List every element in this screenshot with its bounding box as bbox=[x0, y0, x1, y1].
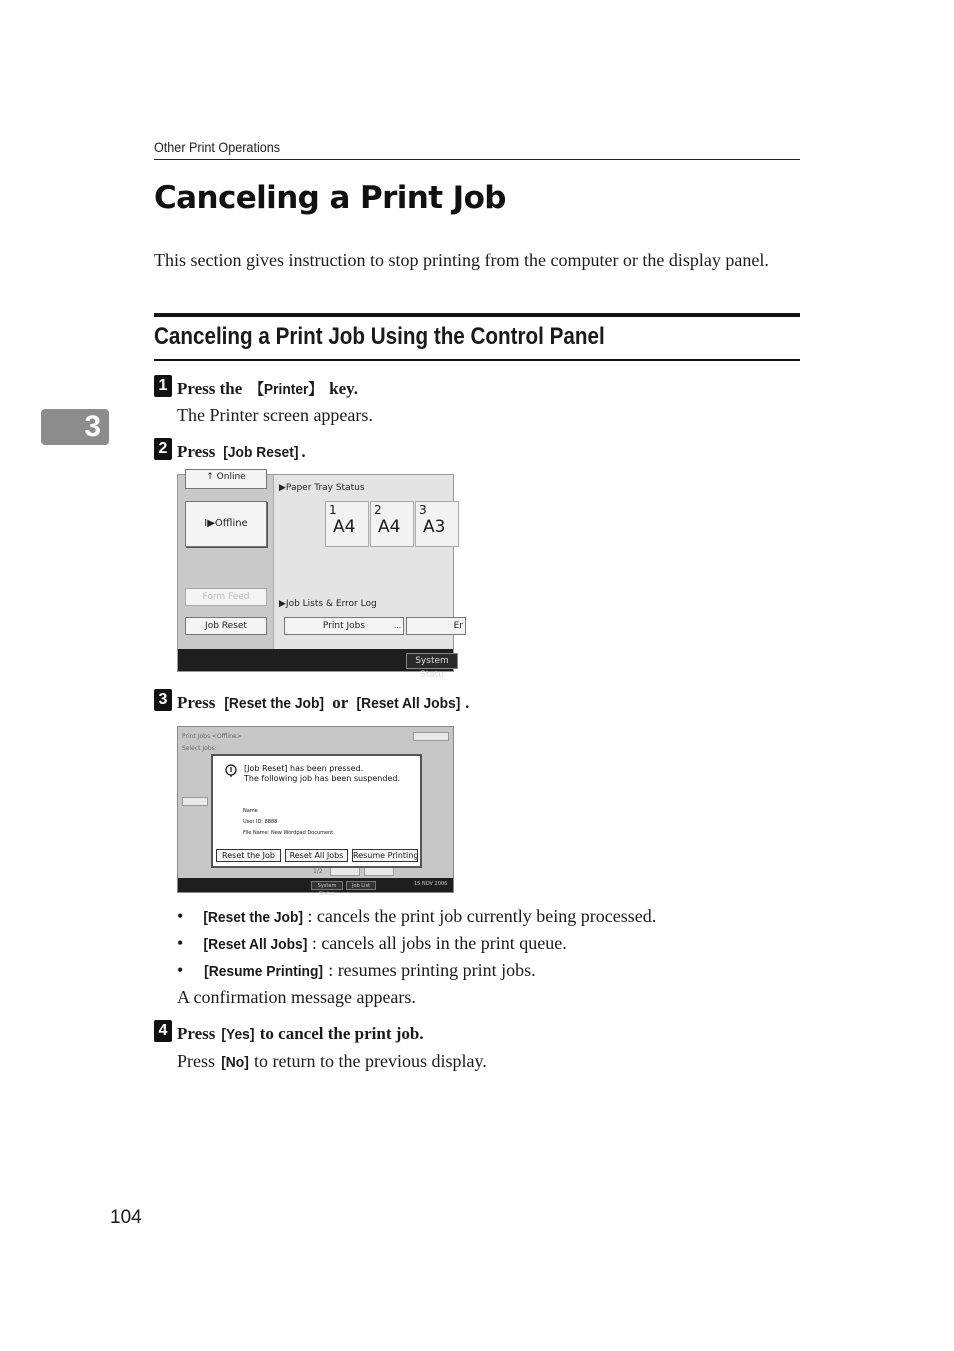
bg-prev-button[interactable] bbox=[330, 867, 360, 876]
form-feed-button[interactable]: Form Feed bbox=[185, 588, 267, 606]
step-4-instruction bbox=[177, 1024, 424, 1044]
step-3-mid: or bbox=[328, 693, 353, 712]
dialog-name-label: Name bbox=[243, 808, 258, 814]
section-rule-top bbox=[154, 313, 800, 317]
paper-tray-1 bbox=[325, 501, 369, 547]
step-4-pre: Press bbox=[177, 1024, 220, 1043]
bg-select-jobs: Select Jobs: bbox=[182, 745, 217, 752]
info-icon bbox=[225, 764, 237, 778]
chapter-number: 3 bbox=[84, 410, 101, 443]
bg-side-button[interactable] bbox=[182, 797, 208, 806]
intro-paragraph: This section gives instruction to stop printing from the computer or the display panel. bbox=[154, 250, 769, 270]
bg-job-list-button[interactable]: Job List bbox=[346, 881, 376, 890]
error-log-button[interactable]: Er bbox=[406, 617, 466, 635]
printer-screen-screenshot bbox=[177, 472, 463, 680]
confirmation-note: A confirmation message appears. bbox=[177, 987, 416, 1007]
page-number: 104 bbox=[110, 1207, 142, 1228]
step-4-post: to cancel the print job. bbox=[255, 1024, 424, 1043]
bg-exit-button[interactable] bbox=[413, 732, 449, 741]
job-reset-key-label: [Job Reset] bbox=[222, 444, 299, 461]
job-reset-dialog bbox=[211, 754, 422, 868]
printer-key-label: 【Printer】 bbox=[249, 381, 322, 398]
step-2-instruction bbox=[177, 442, 306, 462]
dialog-file-name: File Name: New Wordpad Document bbox=[243, 830, 334, 836]
bullet-key: [Reset the Job] bbox=[203, 909, 304, 926]
reset-the-job-button[interactable]: Reset the Job bbox=[216, 849, 281, 862]
printer-screen-main bbox=[274, 475, 463, 651]
bullet-key: [Reset All Jobs] bbox=[203, 936, 308, 953]
bullet-dot: • bbox=[177, 933, 184, 953]
paper-tray-2 bbox=[370, 501, 414, 547]
printer-screen-left-column bbox=[178, 472, 274, 651]
reset-all-jobs-button[interactable]: Reset All Jobs bbox=[285, 849, 348, 862]
step-4-note-pre: Press bbox=[177, 1051, 220, 1071]
bullet-resume-printing bbox=[177, 960, 536, 981]
bullet-text: : resumes printing print jobs. bbox=[328, 960, 536, 980]
step-1-note: The Printer screen appears. bbox=[177, 405, 373, 425]
dialog-screen-bottom-bar bbox=[178, 878, 453, 897]
print-jobs-label: Print Jobs bbox=[322, 621, 366, 631]
reset-all-jobs-key-label: [Reset All Jobs] bbox=[356, 695, 461, 712]
header-rule bbox=[154, 159, 800, 160]
reset-the-job-key-label: [Reset the Job] bbox=[223, 695, 324, 712]
step-number-2: 2 bbox=[154, 438, 172, 460]
bg-page-indicator: 1/2 bbox=[313, 868, 323, 875]
printer-screen-bottom-bar bbox=[178, 649, 453, 680]
bg-date: 15 NOV 2006 bbox=[414, 881, 448, 887]
offline-button[interactable]: I▶Offline bbox=[185, 501, 267, 547]
chapter-tab bbox=[41, 409, 109, 445]
page-title: Canceling a Print Job bbox=[154, 180, 506, 216]
job-reset-dialog-screenshot bbox=[177, 726, 454, 897]
bullet-text: : cancels all jobs in the print queue. bbox=[311, 933, 567, 953]
step-number-3: 3 bbox=[154, 689, 172, 711]
step-1-pre: Press the bbox=[177, 379, 247, 398]
system-status-button[interactable]: System Statu bbox=[406, 653, 458, 669]
tray-1-size: A4 bbox=[333, 517, 356, 537]
tray-2-size: A4 bbox=[378, 517, 401, 537]
dialog-message-line-2: The following job has been suspended. bbox=[244, 774, 400, 783]
print-jobs-more: ... bbox=[394, 622, 401, 630]
job-reset-button[interactable]: Job Reset bbox=[185, 617, 267, 635]
step-3-instruction bbox=[177, 693, 469, 713]
section-title: Canceling a Print Job Using the Control Panel bbox=[154, 323, 605, 350]
bullet-dot: • bbox=[177, 906, 184, 926]
step-3-post: . bbox=[465, 693, 470, 712]
step-number-4: 4 bbox=[154, 1020, 172, 1042]
print-jobs-button[interactable] bbox=[284, 617, 404, 635]
dialog-message-line-1: [Job Reset] has been pressed. bbox=[244, 764, 364, 773]
tray-1-number: 1 bbox=[329, 503, 337, 517]
bg-system-status-button[interactable]: System Status bbox=[311, 881, 343, 890]
yes-key-label: [Yes] bbox=[221, 1026, 255, 1043]
section-rule-bottom bbox=[154, 359, 800, 361]
bullet-reset-all-jobs bbox=[177, 933, 567, 954]
tray-2-number: 2 bbox=[374, 503, 382, 517]
tray-3-size: A3 bbox=[423, 517, 446, 537]
step-1-instruction bbox=[177, 378, 358, 399]
bullet-key: [Resume Printing] bbox=[204, 963, 324, 980]
resume-printing-button[interactable]: Resume Printing bbox=[353, 851, 419, 860]
step-4-note-post: to return to the previous display. bbox=[249, 1051, 487, 1071]
step-4-note bbox=[177, 1051, 487, 1072]
step-1-post: key. bbox=[324, 379, 358, 398]
step-3-pre: Press bbox=[177, 693, 220, 712]
online-button[interactable]: ↑ Online bbox=[185, 469, 267, 489]
bullet-reset-the-job bbox=[177, 906, 656, 927]
paper-tray-status-label: ▶Paper Tray Status bbox=[279, 483, 365, 493]
step-2-pre: Press bbox=[177, 442, 220, 461]
dialog-user-id: User ID: 8888 bbox=[243, 819, 278, 825]
no-key-label: [No] bbox=[220, 1054, 249, 1071]
running-head: Other Print Operations bbox=[154, 139, 281, 155]
bg-title: Print Jobs <Offline> bbox=[182, 733, 242, 740]
tray-3-number: 3 bbox=[419, 503, 427, 517]
bg-next-button[interactable] bbox=[364, 867, 394, 876]
step-2-post: . bbox=[301, 442, 306, 461]
step-number-1: 1 bbox=[154, 375, 172, 397]
bullet-text: : cancels the print job currently being processed. bbox=[307, 906, 657, 926]
bullet-dot: • bbox=[177, 960, 184, 980]
paper-tray-3 bbox=[415, 501, 459, 547]
job-lists-label: ▶Job Lists & Error Log bbox=[279, 599, 377, 609]
